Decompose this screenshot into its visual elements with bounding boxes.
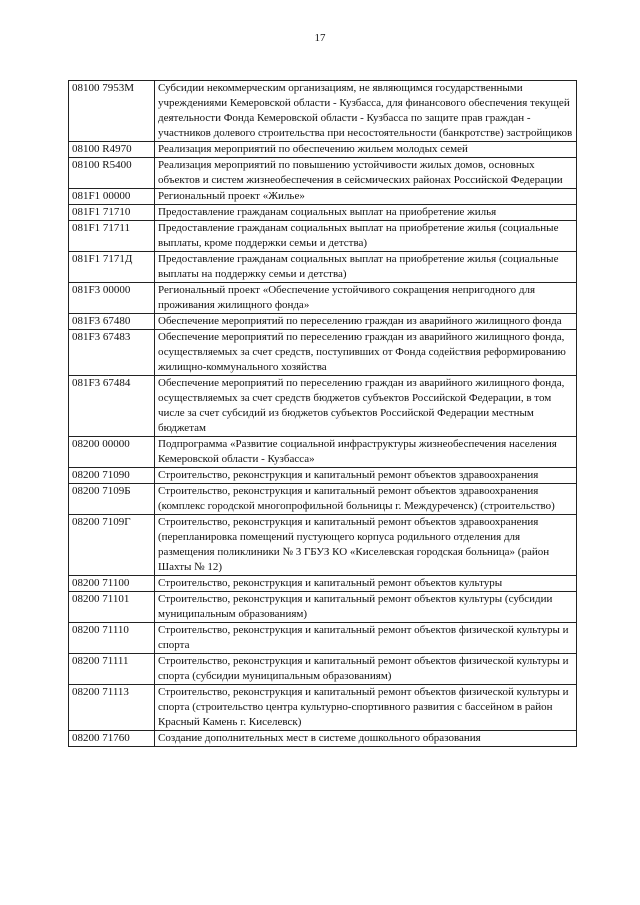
table-row — [69, 376, 577, 437]
budget-code: 08200 71090 — [69, 468, 155, 484]
budget-code: 08200 71110 — [69, 623, 155, 654]
table-row — [69, 468, 577, 484]
table-row — [69, 654, 577, 685]
budget-classification-table — [68, 80, 577, 747]
budget-code: 081F1 71711 — [69, 221, 155, 252]
budget-code: 08200 71101 — [69, 592, 155, 623]
table-row — [69, 330, 577, 376]
budget-code: 08200 7109Г — [69, 515, 155, 576]
page-number: 17 — [314, 32, 326, 44]
budget-item-description: Обеспечение мероприятий по переселению граждан из аварийного жилищного фонда — [155, 314, 577, 330]
budget-code: 081F3 67484 — [69, 376, 155, 437]
table-row — [69, 252, 577, 283]
budget-item-description: Создание дополнительных мест в системе дошкольного образования — [155, 731, 577, 747]
budget-item-description: Строительство, реконструкция и капитальный ремонт объектов культуры — [155, 576, 577, 592]
budget-code: 08100 R4970 — [69, 142, 155, 158]
budget-code: 081F1 71710 — [69, 205, 155, 221]
budget-item-description: Региональный проект «Жилье» — [155, 189, 577, 205]
budget-item-description: Обеспечение мероприятий по переселению граждан из аварийного жилищного фонда, осуществляемых за счет средств бюджетов субъектов Российской Федерации, в том числе за счет субсидий из бюджетов субъектов Российской Федерации местным бюджетам — [155, 376, 577, 437]
budget-code: 081F3 00000 — [69, 283, 155, 314]
budget-item-description: Строительство, реконструкция и капитальный ремонт объектов культуры (субсидии муниципальным образованиям) — [155, 592, 577, 623]
budget-item-description: Обеспечение мероприятий по переселению граждан из аварийного жилищного фонда, осуществляемых за счет средств, поступивших от Фонда содействия реформированию жилищно-коммунального хозяйства — [155, 330, 577, 376]
table-row — [69, 283, 577, 314]
budget-item-description: Строительство, реконструкция и капитальный ремонт объектов здравоохранения (комплекс городской многопрофильной больницы г. Междуреченск) (строительство) — [155, 484, 577, 515]
budget-item-description: Строительство, реконструкция и капитальный ремонт объектов физической культуры и спорта — [155, 623, 577, 654]
table-row — [69, 576, 577, 592]
budget-code: 08200 00000 — [69, 437, 155, 468]
table-row — [69, 142, 577, 158]
budget-code: 08200 71111 — [69, 654, 155, 685]
budget-code: 08100 7953M — [69, 81, 155, 142]
table-row — [69, 437, 577, 468]
budget-code: 081F3 67480 — [69, 314, 155, 330]
table-row — [69, 81, 577, 142]
budget-code: 08100 R5400 — [69, 158, 155, 189]
budget-code: 08200 71100 — [69, 576, 155, 592]
table-row — [69, 592, 577, 623]
budget-code: 08200 71113 — [69, 685, 155, 731]
table-row — [69, 515, 577, 576]
budget-item-description: Реализация мероприятий по обеспечению жильем молодых семей — [155, 142, 577, 158]
budget-code: 081F1 7171Д — [69, 252, 155, 283]
budget-item-description: Региональный проект «Обеспечение устойчивого сокращения непригодного для проживания жилищного фонда» — [155, 283, 577, 314]
table-row — [69, 731, 577, 747]
table-row — [69, 189, 577, 205]
table-row — [69, 221, 577, 252]
table-body — [69, 81, 577, 747]
budget-item-description: Реализация мероприятий по повышению устойчивости жилых домов, основных объектов и систем жизнеобеспечения в сейсмических районах Российской Федерации — [155, 158, 577, 189]
budget-item-description: Строительство, реконструкция и капитальный ремонт объектов здравоохранения — [155, 468, 577, 484]
budget-item-description: Подпрограмма «Развитие социальной инфраструктуры жизнеобеспечения населения Кемеровской области - Кузбасса» — [155, 437, 577, 468]
table-row — [69, 484, 577, 515]
budget-item-description: Строительство, реконструкция и капитальный ремонт объектов физической культуры и спорта (субсидии муниципальным образованиям) — [155, 654, 577, 685]
budget-item-description: Строительство, реконструкция и капитальный ремонт объектов здравоохранения (перепланировка помещений пустующего корпуса родильного отделения для размещения поликлиники № 3 ГБУЗ КО «Киселевская городская больница» (район Шахты № 12) — [155, 515, 577, 576]
budget-code: 08200 7109Б — [69, 484, 155, 515]
budget-code: 081F3 67483 — [69, 330, 155, 376]
budget-item-description: Предоставление гражданам социальных выплат на приобретение жилья (социальные выплаты на поддержку семьи и детства) — [155, 252, 577, 283]
budget-item-description: Субсидии некоммерческим организациям, не являющимся государственными учреждениями Кемеровской области - Кузбасса, для финансового обеспечения текущей деятельности Фонда Кемеровской области - Кузбасса по защите прав граждан - участников долевого строительства при несостоятельности (банкротстве) застройщиков — [155, 81, 577, 142]
table-row — [69, 685, 577, 731]
budget-item-description: Предоставление гражданам социальных выплат на приобретение жилья (социальные выплаты, кроме поддержки семьи и детства) — [155, 221, 577, 252]
budget-item-description: Строительство, реконструкция и капитальный ремонт объектов физической культуры и спорта (строительство центра культурно-спортивного развития с бассейном в район Красный Камень г. Киселевск) — [155, 685, 577, 731]
table-row — [69, 314, 577, 330]
budget-code: 08200 71760 — [69, 731, 155, 747]
table-row — [69, 205, 577, 221]
budget-code: 081F1 00000 — [69, 189, 155, 205]
budget-item-description: Предоставление гражданам социальных выплат на приобретение жилья — [155, 205, 577, 221]
table-row — [69, 158, 577, 189]
table-row — [69, 623, 577, 654]
